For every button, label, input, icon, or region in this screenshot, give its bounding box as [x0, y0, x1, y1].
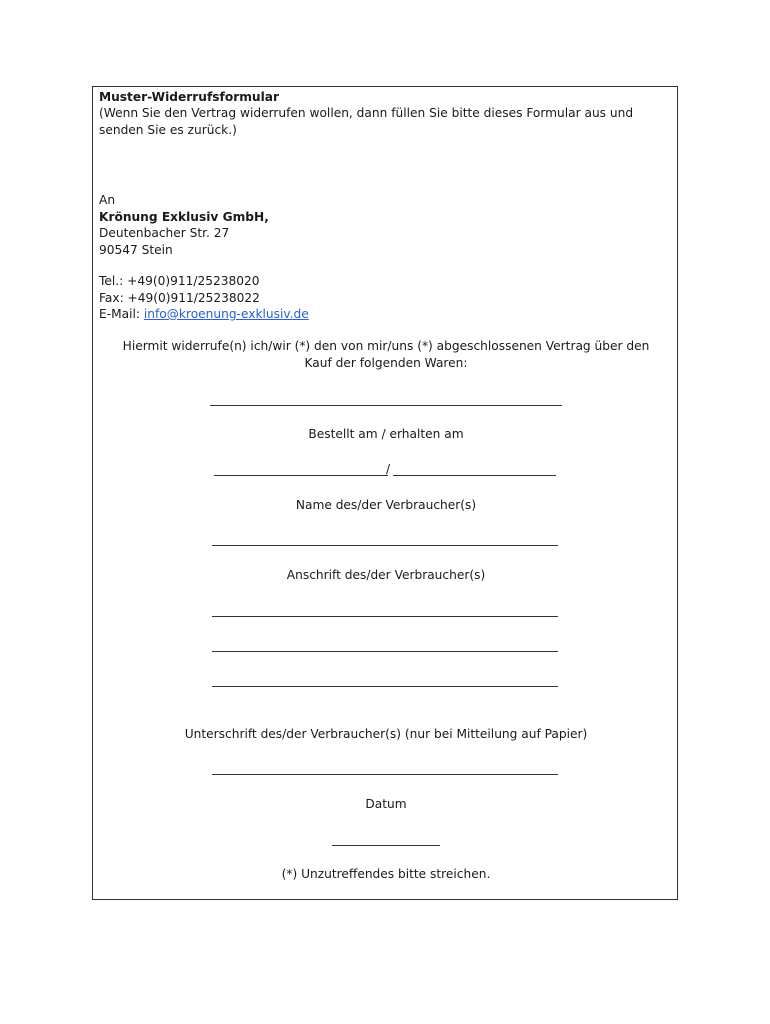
contact-email-link[interactable]: info@kroenung-exklusiv.de: [143, 307, 309, 321]
withdrawal-statement: Hiermit widerrufe(n) ich/wir (*) den von mir/uns (*) abgeschlossenen Vertrag über den Kauf der folgenden Waren:: [122, 339, 650, 370]
date-label: Datum: [365, 797, 407, 811]
withdrawal-form: [92, 86, 678, 900]
signature-line[interactable]: [212, 774, 558, 775]
consumer-name-label: Name des/der Verbraucher(s): [295, 498, 477, 512]
footnote: (*) Unzutreffendes bitte streichen.: [281, 867, 491, 881]
recipient-to: An: [99, 193, 116, 207]
consumer-name-line[interactable]: [212, 545, 558, 546]
ordered-received-label: Bestellt am / erhalten am: [308, 427, 464, 441]
goods-line[interactable]: [210, 405, 562, 406]
contact-email-row: [99, 306, 309, 323]
contact-info: [99, 273, 309, 323]
form-intro: (Wenn Sie den Vertrag widerrufen wollen, dann füllen Sie bitte dieses Formular aus und senden Sie es zurück.): [99, 106, 634, 137]
contact-email-label: E-Mail:: [99, 307, 144, 321]
consumer-address-line-2[interactable]: [212, 651, 558, 652]
consumer-address-line-1[interactable]: [212, 616, 558, 617]
received-date-line[interactable]: [393, 475, 556, 476]
date-separator: /: [386, 462, 391, 476]
recipient-street: Deutenbacher Str. 27: [99, 226, 230, 240]
recipient-address: [99, 192, 269, 258]
form-title: Muster-Widerrufsformular: [99, 90, 280, 104]
recipient-company: Krönung Exklusiv GmbH,: [99, 209, 269, 224]
date-line[interactable]: [332, 845, 440, 846]
signature-label: Unterschrift des/der Verbraucher(s) (nur bei Mitteilung auf Papier): [184, 727, 588, 741]
contact-fax: Fax: +49(0)911/25238022: [99, 290, 260, 305]
consumer-address-line-3[interactable]: [212, 686, 558, 687]
consumer-address-label: Anschrift des/der Verbraucher(s): [286, 568, 486, 582]
ordered-date-line[interactable]: [214, 475, 388, 476]
contact-tel: Tel.: +49(0)911/25238020: [99, 274, 260, 288]
recipient-city: 90547 Stein: [99, 242, 173, 257]
